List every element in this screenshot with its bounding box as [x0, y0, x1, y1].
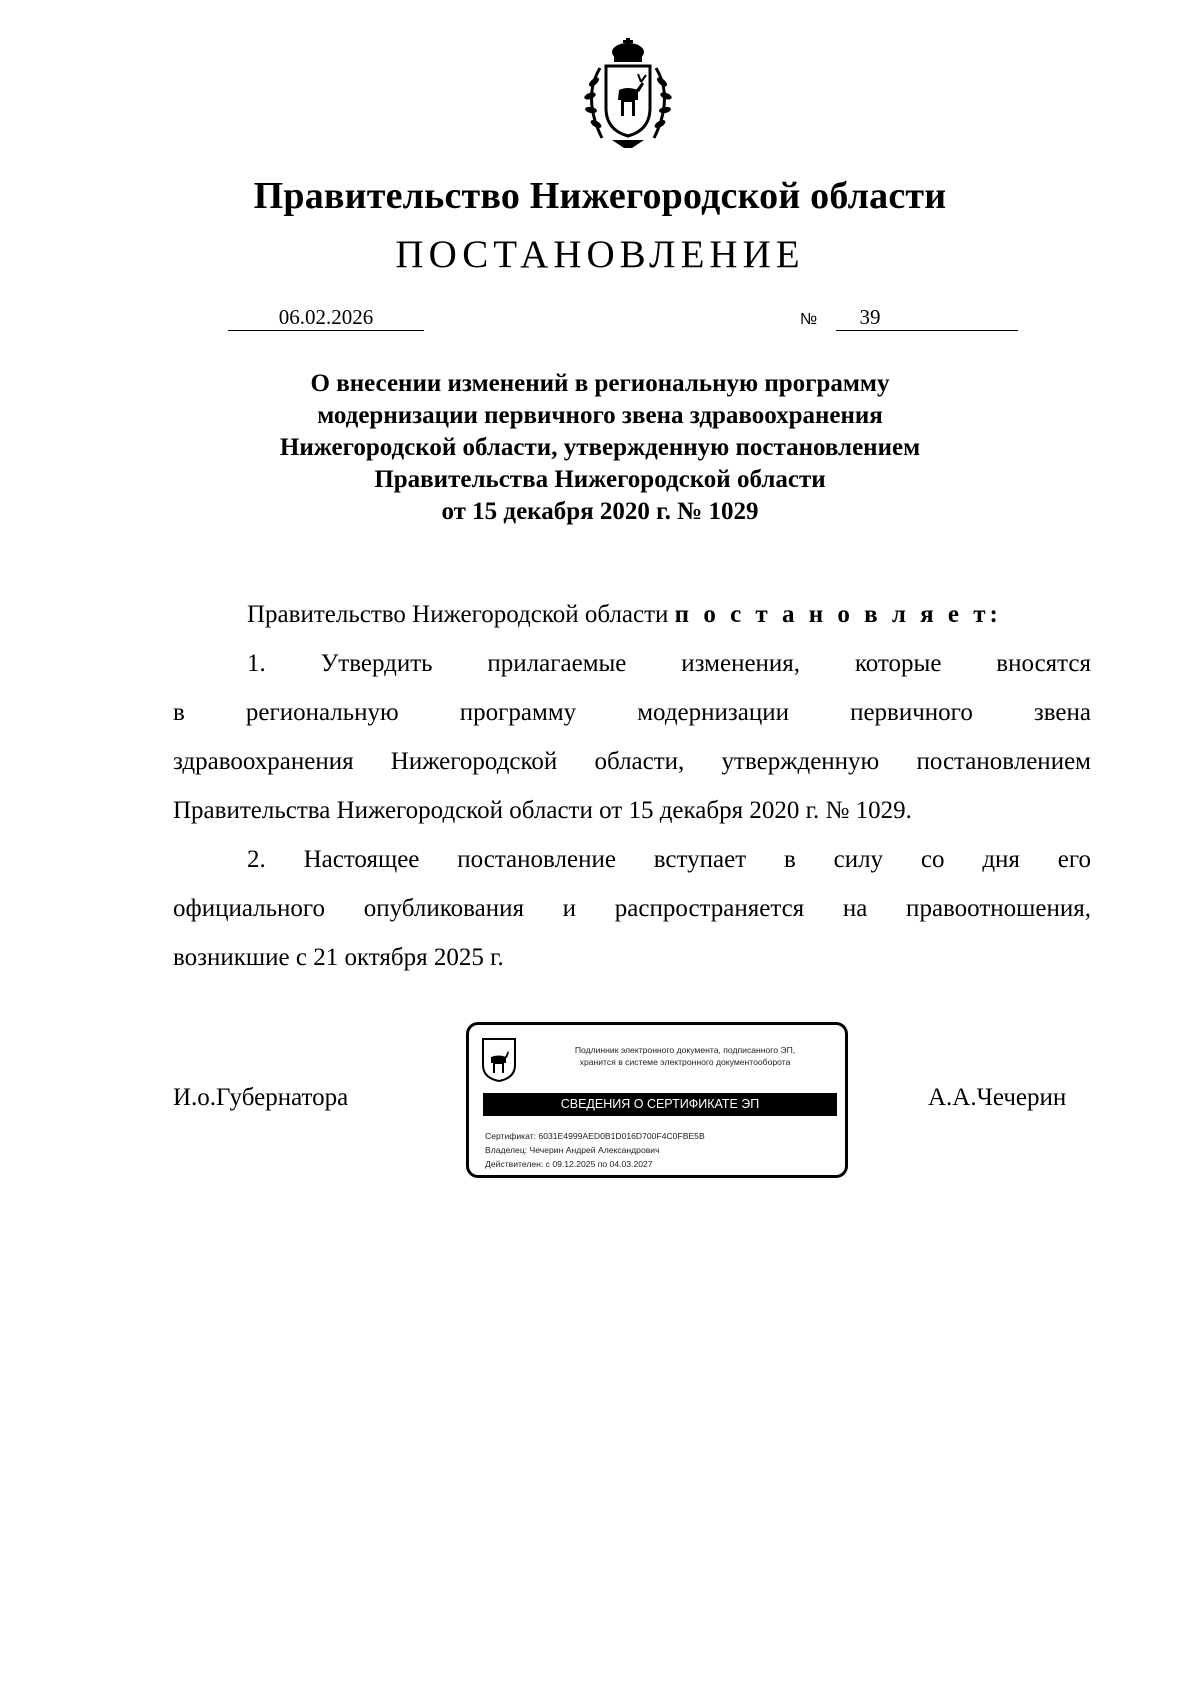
ep-note-line: Подлинник электронного документа, подписанного ЭП,: [574, 1045, 796, 1055]
resolution-item-1: [173, 639, 1091, 835]
resolution-item-2: [173, 835, 1091, 982]
ep-certificate-details: [485, 1129, 705, 1171]
item-1-line: здравоохранения Нижегородской области, утвержденную постановлением: [173, 748, 1091, 775]
resolution-intro: [247, 590, 1007, 639]
item-2-line: официального опубликования и распространяется на правоотношения,: [173, 895, 1091, 922]
item-2-line: возникшие с 21 октября 2025 г.: [173, 944, 504, 971]
ep-note: [531, 1044, 839, 1068]
document-type: ПОСТАНОВЛЕНИЕ: [395, 233, 805, 276]
document-subject: [0, 368, 1200, 528]
signatory-position: И.о.Губернатора: [173, 1084, 349, 1111]
ep-note-line: хранится в системе электронного документооборота: [579, 1057, 791, 1067]
number-underline: [836, 330, 1018, 331]
item-1-line: в региональную программу модернизации первичного звена: [173, 699, 1091, 726]
subject-line: Правительства Нижегородской области: [374, 466, 826, 493]
subject-line: от 15 декабря 2020 г. № 1029: [441, 498, 759, 525]
document-number: 39: [859, 305, 881, 329]
subject-line: модернизации первичного звена здравоохранения: [317, 402, 883, 429]
number-label: №: [800, 311, 818, 328]
signatory-name: А.А.Чечерин: [928, 1084, 1067, 1111]
item-1-line: 1. Утвердить прилагаемые изменения, которые вносятся: [247, 650, 1091, 677]
nizhny-novgorod-deer-icon: [481, 1037, 517, 1083]
subject-line: О внесении изменений в региональную программу: [310, 370, 890, 397]
coat-of-arms-icon: [572, 38, 684, 150]
subject-line: Нижегородской области, утвержденную постановлением: [279, 434, 921, 461]
government-title: Правительство Нижегородской области: [253, 175, 947, 217]
ep-certificate-id: Сертификат: 6031E4999AED0B1D016D700F4C0FBE5B: [485, 1131, 705, 1141]
date-underline: [228, 330, 424, 331]
intro-text: Правительство Нижегородской области: [247, 601, 669, 628]
document-date: 06.02.2026: [278, 305, 374, 329]
electronic-signature-stamp: [466, 1022, 848, 1178]
intro-action: п о с т а н о в л я е т:: [674, 601, 1002, 628]
ep-owner: Владелец: Чечерин Андрей Александрович: [485, 1145, 660, 1155]
ep-certificate-header: СВЕДЕНИЯ О СЕРТИФИКАТЕ ЭП: [483, 1093, 837, 1116]
item-2-line: 2. Настоящее постановление вступает в силу со дня его: [247, 846, 1091, 873]
ep-validity: Действителен: с 09.12.2025 по 04.03.2027: [485, 1159, 653, 1169]
item-1-line: Правительства Нижегородской области от 15 декабря 2020 г. № 1029.: [173, 797, 912, 824]
